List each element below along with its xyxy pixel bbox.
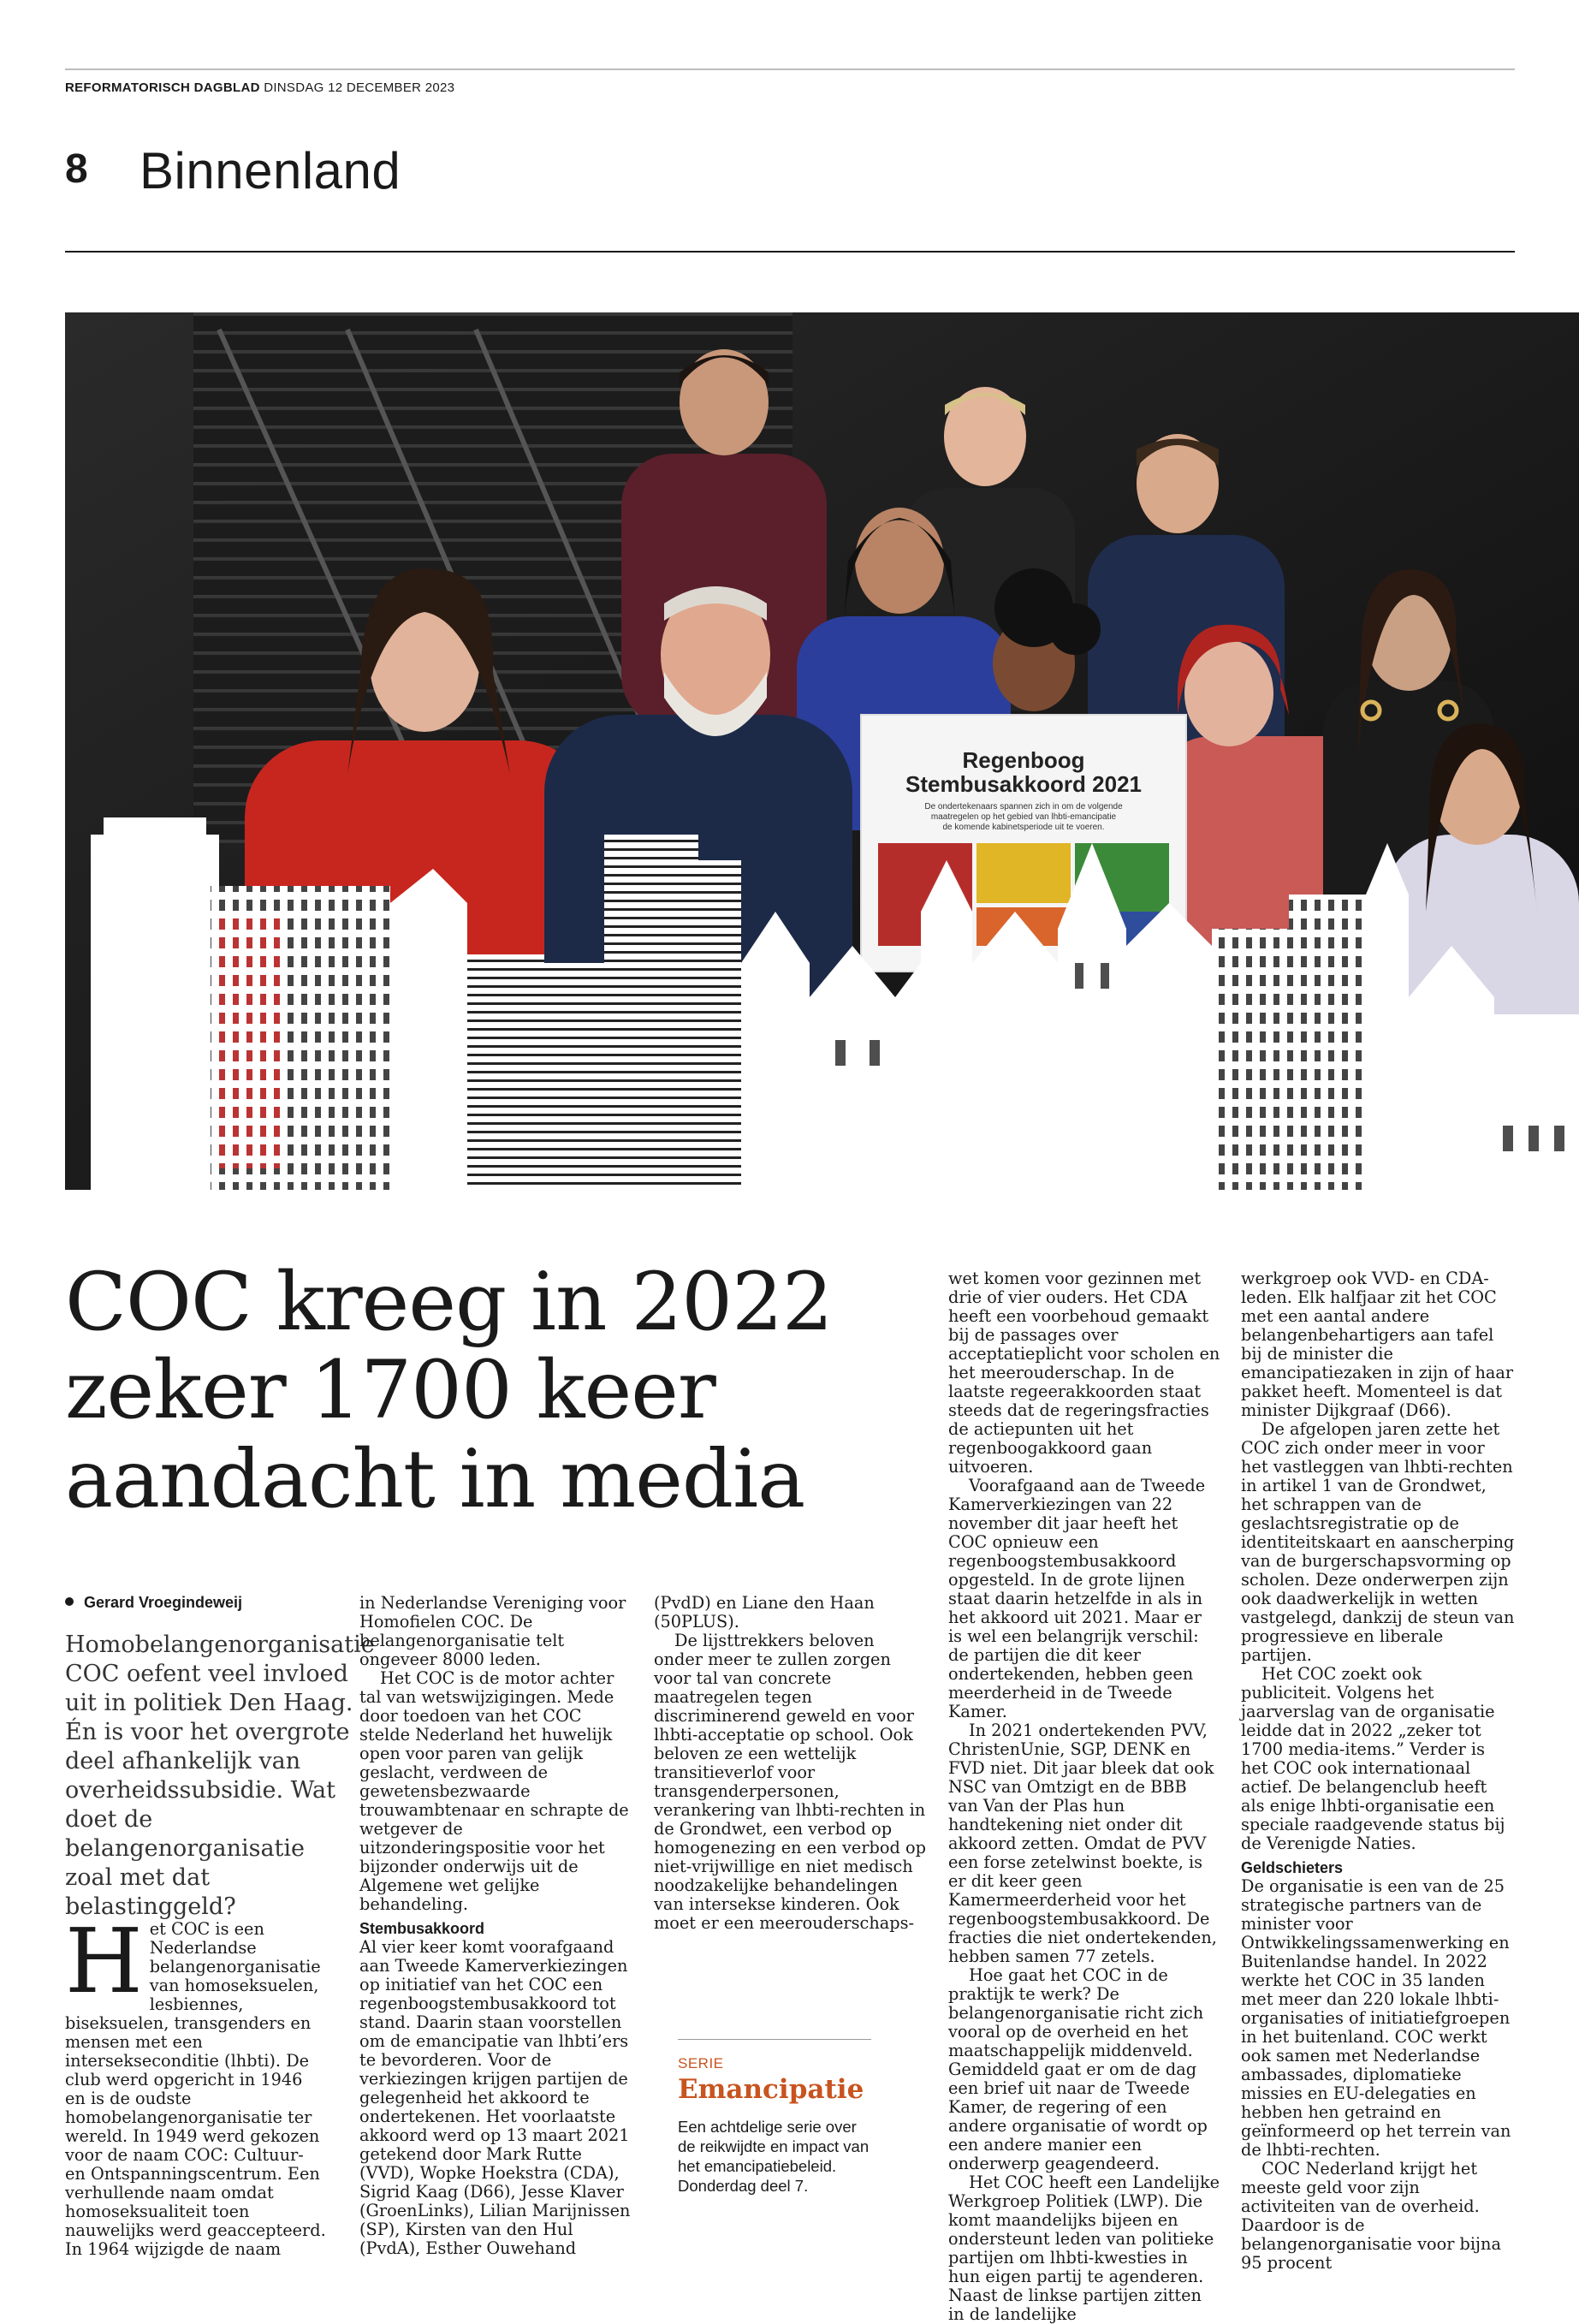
paragraph: [65, 1909, 326, 2259]
sign-sub-2: maatregelen op het gebied van lhbti-emancipatie: [930, 812, 1117, 822]
byline-author: Gerard Vroegindeweij: [84, 1594, 243, 1611]
column-4: [948, 1269, 1220, 2324]
byline: [65, 1594, 242, 1612]
subheading: Stembusakkoord: [359, 1920, 485, 1937]
section-rule: [65, 251, 1515, 253]
paragraph: In 2021 ondertekenden PVV, ChristenUnie, SGP, DENK en FVD niet. Dit jaar bleek dat ook NSC van Omtzigt en de BBB van Van der Plas hun handtekening niet onder dit akkoord zetten. Omdat de PVV een forse zetelwinst boekte, is er dit keer geen Kamermeerderheid voor het regenboogstembusakkoord. De fracties die niet ondertekenden, hebben samen 77 zetels.: [948, 1721, 1217, 1966]
paragraph: COC Nederland krijgt het meeste geld voor zijn activiteiten van de overheid. Daardoor is de belangenorganisatie voor bijna 95 procent: [1241, 2159, 1501, 2273]
page-number: 8: [65, 146, 88, 192]
paragraph: De afgelopen jaren zette het COC zich onder meer in voor het vastleggen van lhbti-rechten in artikel 1 van de Grondwet, het schrappen van de geslachtsregistratie op de identiteitskaart en aanscherping van de burgerschapsvorming op scholen. Deze onderwerpen zijn ook daadwerkelijk in wetten vastgelegd, dankzij de steun van progressieve en liberale partijen.: [1241, 1419, 1515, 1665]
intro-text: Homobelangenorganisatie COC oefent veel invloed uit in politiek Den Haag. Én is voor het overgrote deel afhankelijk van overheidssubsidie. Wat doet de belangenorganisatie zoal met dat belastinggeld?: [65, 1632, 375, 1920]
serie-label: SERIE: [678, 2055, 724, 2071]
serie-box: [678, 2039, 871, 2196]
section-title: Binnenland: [139, 142, 401, 199]
paragraph: Hoe gaat het COC in de praktijk te werk? De belangenorganisatie richt zich vooral op de overheid en het maatschappelijk middenveld. Gemiddeld gaat er om de dag een brief uit naar de Tweede Kamer, de regering of een andere organisatie of wordt op een andere manier een onderwerp geagendeerd.: [948, 1965, 1208, 2173]
subheading: Geldschieters: [1241, 1859, 1344, 1876]
sign-title-2: Stembusakkoord 2021: [905, 771, 1143, 797]
headline: COC kreeg in 2022 zeker 1700 keer aandacht in media: [65, 1256, 833, 1526]
masthead: [65, 80, 454, 95]
paragraph: (PvdD) en Liane den Haan (50PLUS).: [654, 1593, 875, 1632]
serie-description: Een achtdelige serie over de reikwijdte en impact van het emancipatiebeleid. Donderdag deel 7.: [678, 2118, 870, 2195]
paragraph: De organisatie is een van de 25 strategische partners van de minister voor Ontwikkelingssamenwerking en Buitenlandse handel. In 2022 werkte het COC in 35 landen met meer dan 220 lokale lhbti-organisaties of initiatiefgroepen in het buitenland. COC werkt ook samen met Nederlandse ambassades, diplomatieke missies en EU-delegaties en hebben hen getraind en geïnformeerd op het terrein van de lhbti-rechten.: [1241, 1876, 1511, 2160]
paper-name: REFORMATORISCH DAGBLAD: [65, 80, 260, 95]
paragraph: Het COC is de motor achter tal van wetswijzigingen. Mede door toedoen van het COC stelde Nederland het huwelijk open voor paren van gelijk geslacht, verdween de gewetensbezwaarde trouwambtenaar en schrapte de wetgever de uitzonderingspositie voor het bijzonder onderwijs uit de Algemene wet gelijke behandeling.: [359, 1668, 629, 1914]
dropcap: H: [65, 1909, 143, 2013]
sign-title-1: Regenboog: [962, 747, 1085, 773]
paragraph: De lijsttrekkers beloven onder meer te zullen zorgen voor tal van concrete maatregelen tegen discriminerend geweld en voor lhbti-acceptatie op school. Ook beloven ze een wettelijk transitieverlof voor transgenderpersonen, verankering van lhbti-rechten in de Grondwet, een verbod op homogenezing en een verbod op niet-vrijwillige en niet medisch noodzakelijke behandelingen van intersekse kinderen. Ook moet er een meerouderschaps-: [654, 1631, 926, 1933]
group-photo: [65, 312, 1579, 1190]
group-photo-illustration: [65, 312, 1579, 1190]
paragraph: Het COC zoekt ook publiciteit. Volgens het jaarverslag van de organisatie leidde dat in 2022 „zeker tot 1700 media-items.” Verder is het COC ook internationaal actief. De belangenclub heeft als enige lhbti-organisatie een speciale raadgevende status bij de Verenigde Naties.: [1241, 1664, 1505, 1853]
paragraph: in Nederlandse Vereniging voor Homofielen COC. De belangenorganisatie telt ongeveer 8000 leden.: [359, 1593, 626, 1669]
paragraph: Voorafgaand aan de Tweede Kamerverkiezingen van 22 november dit jaar heeft het COC opnieuw een regenboogstembusakkoord opgesteld. In de grote lijnen staat daarin hetzelfde in als in het akkoord uit 2021. Maar er is wel een belangrijk verschil: de partijen die dit keer ondertekenden, hebben geen meerderheid in de Tweede Kamer.: [948, 1476, 1206, 1721]
paragraph: wet komen voor gezinnen met drie of vier ouders. Het CDA heeft een voorbehoud gemaakt bij de passages over acceptatieplicht voor scholen en het meerouderschap. In de laatste regeerakkoorden staat steeds dat de regeringsfracties de actiepunten uit het regenboogakkoord gaan uitvoeren.: [948, 1269, 1220, 1477]
column-1: [65, 1909, 326, 2259]
issue-date: DINSDAG 12 DECEMBER 2023: [264, 80, 455, 95]
sign-sub-1: De ondertekenaars spannen zich in om de volgende: [924, 802, 1123, 811]
masthead-rule: [65, 68, 1515, 70]
sign-sub-3: de komende kabinetsperiode uit te voeren.: [942, 823, 1105, 832]
column-3: [654, 1594, 928, 1933]
paragraph-text: et COC is een Nederlandse belangenorganisatie van homoseksuelen, lesbiennes, biseksuelen, transgenders en mensen met een intersekseconditie (lhbti). De club werd opgericht in 1946 en is de oudste homobelangenorganisatie ter wereld. In 1949 werd gekozen voor de naam COC: Cultuur- en Ontspanningscentrum. Een verhullende naam omdat homoseksualiteit toen nauwelijks werd geaccepteerd. In 1964 wijzigde de naam: [65, 1919, 326, 2259]
paragraph: werkgroep ook VVD- en CDA-leden. Elk halfjaar zit het COC met een aantal andere belangenbehartigers aan tafel bij de minister die emancipatiezaken in zijn of haar pakket heeft. Momenteel is dat minister Dijkgraaf (D66).: [1241, 1269, 1514, 1420]
column-2: [359, 1594, 633, 2258]
serie-title: Emancipatie: [678, 2074, 864, 2105]
paragraph: Al vier keer komt voorafgaand aan Tweede Kamerverkiezingen op initiatief van het COC een regenboogstembusakkoord tot stand. Daarin staan voorstellen om de emancipatie van lhbti’ers te bevorderen. Voor de verkiezingen krijgen partijen de gelegenheid het akkoord te ondertekenen. Het voorlaatste akkoord werd op 13 maart 2021 getekend door Mark Rutte (VVD), Wopke Hoekstra (CDA), Sigrid Kaag (D66), Jesse Klaver (GroenLinks), Lilian Marijnissen (SP), Kirsten van den Hul (PvdA), Esther Ouwehand: [359, 1937, 631, 2258]
serie-rule: [678, 2039, 871, 2040]
byline-bullet: [65, 1597, 74, 1606]
column-5: [1241, 1269, 1515, 2273]
paragraph: Het COC heeft een Landelijke Werkgroep Politiek (LWP). Die komt maandelijks bijeen en ondersteunt leden van politieke partijen om lhbti-kwesties in hun eigen partij te agenderen. Naast de linkse partijen zitten in de landelijke: [948, 2172, 1220, 2324]
